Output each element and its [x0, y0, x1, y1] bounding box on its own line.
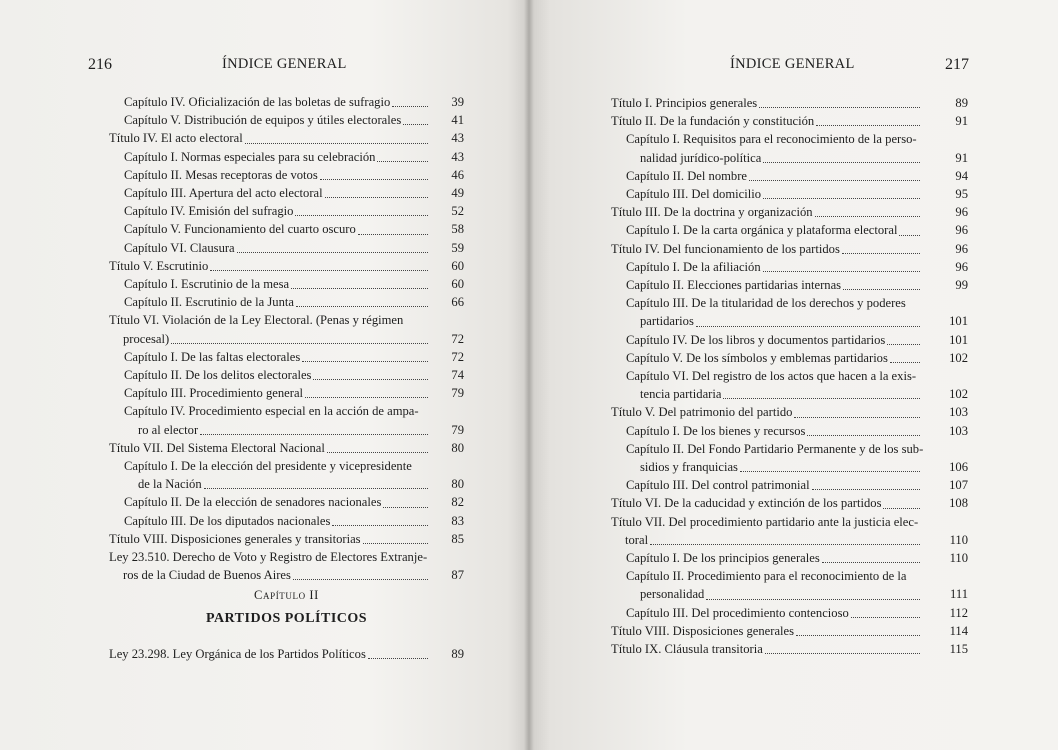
- toc-entry: [611, 549, 968, 567]
- entry-text-line1: Capítulo III. De la titularidad de los derechos y poderes: [626, 296, 906, 311]
- toc-entry: [611, 167, 968, 185]
- entry-page: 107: [949, 478, 968, 493]
- leader-dots: [377, 161, 428, 162]
- entry-page: 43: [451, 149, 464, 164]
- entry-page: 91: [955, 114, 968, 129]
- leader-dots: [368, 658, 428, 659]
- leader-dots: [822, 562, 920, 563]
- entry-page: 66: [451, 295, 464, 310]
- toc-entry: [109, 257, 464, 275]
- entry-page: 101: [949, 314, 968, 329]
- leader-dots: [302, 361, 428, 362]
- toc-entry: [611, 403, 968, 421]
- page-number-left: 216: [88, 56, 112, 73]
- entry-text-line1: Título VII. Del procedimiento partidario ante la justicia elec-: [611, 514, 919, 529]
- leader-dots: [305, 397, 428, 398]
- entry-text-line2: tencia partidaria: [640, 387, 722, 402]
- toc-entry: [109, 548, 464, 584]
- entry-text-line1: Capítulo IV. Procedimiento especial en la acción de ampa-: [124, 404, 419, 419]
- entry-text: Capítulo I. De la carta orgánica y plataforma electoral: [626, 223, 898, 238]
- toc-entry: [109, 311, 464, 347]
- toc-entry: [611, 112, 968, 130]
- entry-page: 110: [949, 532, 968, 547]
- leader-dots: [749, 180, 920, 181]
- leader-dots: [403, 124, 428, 125]
- entry-page: 95: [955, 187, 968, 202]
- entry-text-line1: Título VI. Violación de la Ley Electoral. (Penas y régimen: [109, 313, 404, 328]
- entry-text: Título VI. De la caducidad y extinción de los partidos: [611, 496, 882, 511]
- toc-entry: [611, 640, 968, 658]
- entry-page: 96: [955, 223, 968, 238]
- entry-page: 46: [451, 167, 464, 182]
- leader-dots: [890, 362, 920, 363]
- entry-text: Título IV. El acto electoral: [109, 131, 243, 146]
- law-entry: [109, 645, 464, 663]
- toc-entry: [109, 348, 464, 366]
- entry-text-line2: ro al elector: [138, 422, 199, 437]
- entry-text: Capítulo II. Elecciones partidarias internas: [626, 278, 842, 293]
- entry-text-line2: partidarios: [640, 314, 694, 329]
- entry-text: Título VII. Del Sistema Electoral Nacional: [109, 440, 325, 455]
- toc-entry: [611, 440, 968, 476]
- toc-entry: [611, 367, 968, 403]
- entry-text: Capítulo II. De la elección de senadores nacionales: [124, 495, 382, 510]
- leader-dots: [796, 635, 920, 636]
- toc-entry: [611, 258, 968, 276]
- entry-page: 80: [451, 440, 464, 455]
- toc-entry: [109, 220, 464, 238]
- toc-entry: [109, 184, 464, 202]
- entry-page: 87: [451, 568, 464, 583]
- toc-entry: [611, 513, 968, 549]
- entry-page: 106: [949, 460, 968, 475]
- entry-text: Título V. Del patrimonio del partido: [611, 405, 793, 420]
- entry-text: Capítulo III. Apertura del acto electoral: [124, 186, 323, 201]
- leader-dots: [210, 270, 428, 271]
- leader-dots: [392, 106, 428, 107]
- toc-entry: [611, 294, 968, 330]
- entry-text-line2: personalidad: [640, 587, 705, 602]
- entry-text: Capítulo I. De los principios generales: [626, 551, 820, 566]
- entry-text-line1: Capítulo I. De la elección del presidente y vicepresidente: [124, 459, 412, 474]
- toc-entry: [611, 422, 968, 440]
- entry-page: 114: [949, 623, 968, 638]
- toc-entry: [611, 622, 968, 640]
- leader-dots: [899, 235, 920, 236]
- table-of-contents-left: [109, 93, 464, 584]
- entry-text-line2: nalidad jurídico-política: [640, 150, 762, 165]
- entry-text-line1: Ley 23.510. Derecho de Voto y Registro de Electores Extranje-: [109, 550, 428, 565]
- entry-page: 103: [949, 423, 968, 438]
- entry-text: Capítulo I. Escrutinio de la mesa: [124, 277, 290, 292]
- entry-text-line2: procesal): [123, 331, 170, 346]
- entry-page: 80: [451, 477, 464, 492]
- entry-page: 99: [955, 278, 968, 293]
- entry-text: Capítulo IV. De los libros y documentos partidarios: [626, 332, 886, 347]
- leader-dots: [313, 379, 428, 380]
- entry-page: 41: [451, 113, 464, 128]
- entry-text: Capítulo I. De las faltas electorales: [124, 349, 301, 364]
- entry-text: Capítulo I. Normas especiales para su celebración: [124, 149, 376, 164]
- leader-dots: [794, 417, 920, 418]
- leader-dots: [843, 289, 920, 290]
- toc-entry: [611, 130, 968, 166]
- entry-text: Título VIII. Disposiciones generales y transitorias: [109, 531, 361, 546]
- entry-text: Capítulo IV. Emisión del sufragio: [124, 204, 294, 219]
- entry-page: 59: [451, 240, 464, 255]
- leader-dots: [883, 508, 920, 509]
- leader-dots: [842, 253, 920, 254]
- leader-dots: [200, 434, 428, 435]
- entry-text: Capítulo I. De la afiliación: [626, 259, 761, 274]
- leader-dots: [740, 471, 920, 472]
- toc-entry: [109, 275, 464, 293]
- toc-entry: [109, 111, 464, 129]
- toc-entry: [109, 384, 464, 402]
- leader-dots: [650, 544, 920, 545]
- entry-text: Ley 23.298. Ley Orgánica de los Partidos Políticos: [109, 647, 366, 661]
- toc-entry: [109, 93, 464, 111]
- entry-page: 79: [451, 386, 464, 401]
- entry-page: 102: [949, 350, 968, 365]
- entry-text: Título VIII. Disposiciones generales: [611, 623, 795, 638]
- entry-text: Título IX. Cláusula transitoria: [611, 642, 763, 657]
- leader-dots: [204, 488, 428, 489]
- entry-text: Capítulo III. Del domicilio: [626, 187, 762, 202]
- table-of-contents-right: [611, 94, 968, 658]
- toc-entry: [109, 402, 464, 438]
- entry-page: 96: [955, 241, 968, 256]
- entry-text: Capítulo II. Escrutinio de la Junta: [124, 295, 294, 310]
- leader-dots: [723, 398, 920, 399]
- leader-dots: [763, 198, 920, 199]
- running-header-right: ÍNDICE GENERAL: [730, 56, 855, 72]
- entry-text: Capítulo V. Distribución de equipos y útiles electorales: [124, 113, 402, 128]
- entry-text: Capítulo II. Del nombre: [626, 168, 748, 183]
- entry-page: 72: [451, 349, 464, 364]
- toc-entry: [611, 94, 968, 112]
- leader-dots: [327, 452, 428, 453]
- toc-entry: [109, 512, 464, 530]
- leader-dots: [706, 599, 920, 600]
- toc-entry: [611, 494, 968, 512]
- toc-entry: [109, 457, 464, 493]
- leader-dots: [171, 343, 428, 344]
- entry-text-line2: de la Nación: [138, 477, 202, 492]
- leader-dots: [383, 507, 428, 508]
- toc-entry: [611, 331, 968, 349]
- entry-page: 89: [451, 647, 464, 661]
- entry-text: Capítulo III. De los diputados nacionales: [124, 513, 331, 528]
- entry-page: 72: [451, 331, 464, 346]
- entry-page: 52: [451, 204, 464, 219]
- entry-page: 101: [949, 332, 968, 347]
- entry-page: 111: [950, 587, 968, 602]
- toc-entry: [611, 203, 968, 221]
- chapter-title: PARTIDOS POLÍTICOS: [205, 611, 368, 626]
- entry-text-line2: sidios y franquicias: [640, 460, 738, 475]
- entry-page: 96: [955, 205, 968, 220]
- entry-page: 94: [955, 168, 968, 183]
- entry-page: 110: [949, 551, 968, 566]
- entry-text: Título I. Principios generales: [611, 96, 758, 110]
- leader-dots: [325, 197, 428, 198]
- toc-entry: [109, 166, 464, 184]
- leader-dots: [296, 306, 428, 307]
- entry-text: Título IV. Del funcionamiento de los partidos: [611, 241, 840, 256]
- entry-page: 112: [949, 605, 968, 620]
- leader-dots: [851, 617, 920, 618]
- leader-dots: [759, 107, 920, 108]
- entry-page: 60: [451, 277, 464, 292]
- toc-entry: [109, 366, 464, 384]
- toc-entry: [109, 493, 464, 511]
- entry-page: 108: [949, 496, 968, 511]
- entry-text-line2: ros de la Ciudad de Buenos Aires: [123, 568, 291, 583]
- toc-entry: [109, 439, 464, 457]
- page-number-right: 217: [945, 56, 969, 73]
- book-gutter: [524, 0, 534, 750]
- toc-entry: [611, 240, 968, 258]
- entry-page: 102: [949, 387, 968, 402]
- entry-text: Título II. De la fundación y constitución: [611, 114, 815, 129]
- toc-entry: [109, 202, 464, 220]
- leader-dots: [245, 143, 428, 144]
- leader-dots: [807, 435, 920, 436]
- entry-text: Capítulo II. Mesas receptoras de votos: [124, 167, 318, 182]
- entry-page: 58: [451, 222, 464, 237]
- entry-text: Título V. Escrutinio: [109, 258, 209, 273]
- entry-text: Título III. De la doctrina y organización: [611, 205, 813, 220]
- entry-page: 43: [451, 131, 464, 146]
- toc-entry: [611, 221, 968, 239]
- entry-text-line1: Capítulo VI. Del registro de los actos que hacen a la exis-: [626, 369, 917, 384]
- running-header-left: ÍNDICE GENERAL: [222, 56, 347, 72]
- toc-entry: [109, 129, 464, 147]
- toc-entry: [611, 604, 968, 622]
- entry-text: Capítulo V. De los símbolos y emblemas partidarios: [626, 350, 888, 365]
- entry-text: Capítulo I. De los bienes y recursos: [626, 423, 806, 438]
- entry-page: 83: [451, 513, 464, 528]
- entry-page: 91: [955, 150, 968, 165]
- entry-page: 96: [955, 259, 968, 274]
- entry-page: 115: [949, 642, 968, 657]
- leader-dots: [237, 252, 428, 253]
- toc-entry: [611, 276, 968, 294]
- toc-entry: [611, 476, 968, 494]
- entry-text: Capítulo V. Funcionamiento del cuarto oscuro: [124, 222, 356, 237]
- entry-text: Capítulo III. Del procedimiento contencioso: [626, 605, 849, 620]
- entry-text-line2: toral: [625, 532, 649, 547]
- toc-entry: [109, 293, 464, 311]
- leader-dots: [765, 653, 920, 654]
- leader-dots: [320, 179, 428, 180]
- entry-text: Capítulo III. Del control patrimonial: [626, 478, 810, 493]
- entry-page: 39: [451, 95, 464, 109]
- entry-page: 103: [949, 405, 968, 420]
- entry-page: 79: [451, 422, 464, 437]
- chapter-label: Capítulo II: [254, 588, 319, 602]
- entry-page: 89: [955, 96, 968, 110]
- leader-dots: [815, 216, 920, 217]
- toc-entry: [109, 530, 464, 548]
- toc-entry: [611, 567, 968, 603]
- toc-entry: [109, 148, 464, 166]
- entry-text: Capítulo VI. Clausura: [124, 240, 235, 255]
- toc-entry: [109, 239, 464, 257]
- entry-text-line1: Capítulo I. Requisitos para el reconocimiento de la perso-: [626, 132, 917, 147]
- entry-text-line1: Capítulo II. Procedimiento para el reconocimiento de la: [626, 569, 907, 584]
- leader-dots: [812, 489, 920, 490]
- leader-dots: [293, 579, 428, 580]
- entry-text: Capítulo III. Procedimiento general: [124, 386, 304, 401]
- leader-dots: [763, 271, 920, 272]
- leader-dots: [295, 215, 428, 216]
- entry-page: 49: [451, 186, 464, 201]
- leader-dots: [763, 162, 920, 163]
- entry-page: 82: [451, 495, 464, 510]
- leader-dots: [332, 525, 428, 526]
- toc-entry: [611, 349, 968, 367]
- entry-page: 74: [451, 368, 464, 383]
- entry-page: 60: [451, 258, 464, 273]
- leader-dots: [696, 326, 920, 327]
- leader-dots: [887, 344, 920, 345]
- leader-dots: [816, 125, 920, 126]
- toc-entry: [611, 185, 968, 203]
- entry-page: 85: [451, 531, 464, 546]
- leader-dots: [358, 234, 428, 235]
- leader-dots: [363, 543, 428, 544]
- entry-text: Capítulo II. De los delitos electorales: [124, 368, 312, 383]
- entry-text-line1: Capítulo II. Del Fondo Partidario Permanente y de los sub-: [626, 441, 924, 456]
- leader-dots: [291, 288, 428, 289]
- entry-text: Capítulo IV. Oficialización de las boletas de sufragio: [124, 95, 391, 109]
